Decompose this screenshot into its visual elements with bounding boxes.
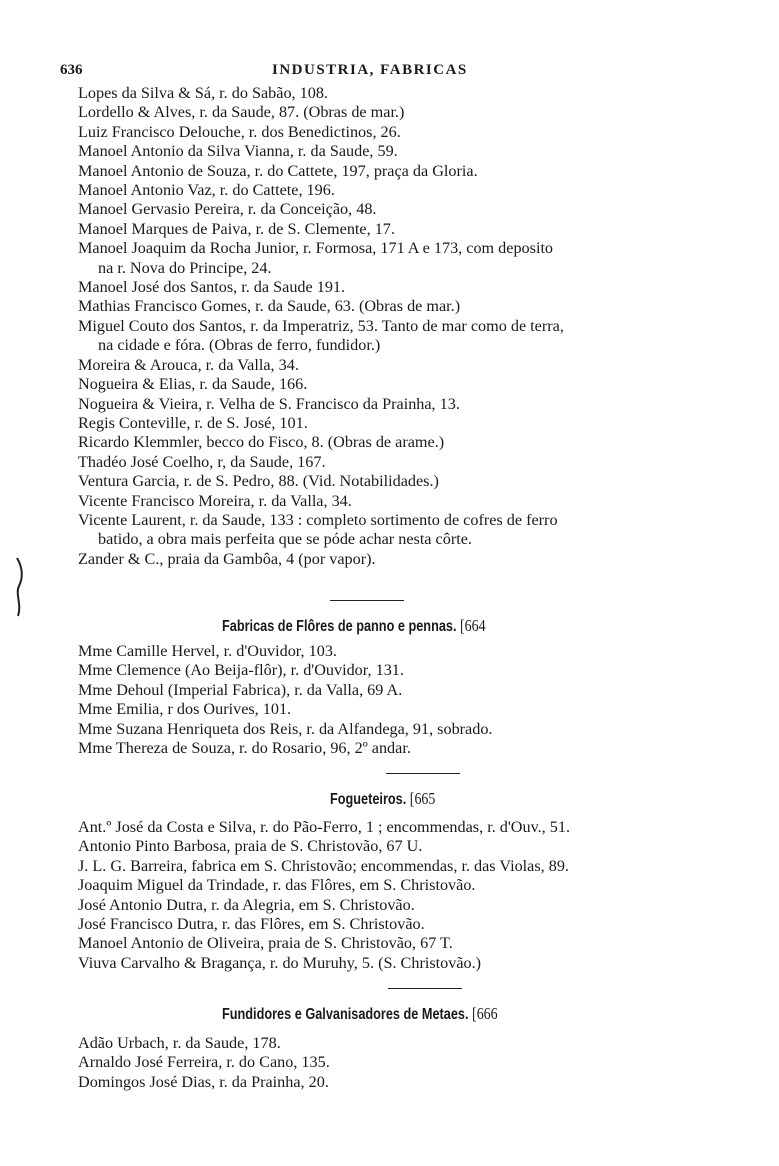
list-item: Manoel Marques de Paiva, r. de S. Clemente, 17. [78,219,395,238]
list-item: Ricardo Klemmler, becco do Fisco, 8. (Obras de arame.) [78,433,445,452]
list-item: Manoel Antonio Vaz, r. do Cattete, 196. [78,181,335,200]
section-heading: Fogueteiros. [665 [330,789,436,808]
page-header [60,62,540,84]
list-item: Vicente Francisco Moreira, r. da Valla, 34. [78,491,352,510]
list-item: Manoel Antonio de Oliveira, praia de S. Christovão, 67 T. [78,934,453,953]
margin-bracket-mark [14,556,26,618]
list-item: Lordello & Alves, r. da Saude, 87. (Obras de mar.) [78,103,405,122]
list-item: Manoel Antonio de Souza, r. do Cattete, 197, praça da Gloria. [78,161,478,180]
list-item: Regis Conteville, r. de S. José, 101. [78,413,308,432]
list-item: Manoel Gervasio Pereira, r. da Conceição, 48. [78,200,377,219]
list-item: Miguel Couto dos Santos, r. da Imperatriz, 53. Tanto de mar como de terra, na cidade e fóra. (Obras de ferro, fundidor.) [78,316,564,355]
list-item: Ventura Garcia, r. de S. Pedro, 88. (Vid. Notabilidades.) [78,472,439,491]
list-item: Mme Camille Hervel, r. d'Ouvidor, 103. [78,642,337,660]
list-item: José Antonio Dutra, r. da Alegria, em S. Christovão. [78,895,415,914]
list-item: Zander & C., praia da Gambôa, 4 (por vapor). [78,549,376,568]
list-item: Manoel José dos Santos, r. da Saude 191. [78,278,346,297]
entry-list-flores [78,642,738,758]
list-item: Lopes da Silva & Sá, r. do Sabão, 108. [78,84,328,102]
page-number: 636 [60,62,83,78]
list-item: Mathias Francisco Gomes, r. da Saude, 63. (Obras de mar.) [78,297,461,316]
list-item: Adão Urbach, r. da Saude, 178. [78,1034,281,1052]
list-item: Thadéo José Coelho, r, da Saude, 167. [78,452,326,471]
list-item: Joaquim Miguel da Trindade, r. das Flôres, em S. Christovão. [78,876,476,895]
list-item: Manoel Antonio da Silva Vianna, r. da Saude, 59. [78,142,398,161]
list-item: Mme Emilia, r dos Ourives, 101. [78,700,292,719]
section-heading: Fabricas de Flôres de panno e pennas. [664 [222,616,486,635]
list-item: Ant.º José da Costa e Silva, r. do Pão-Ferro, 1 ; encommendas, r. d'Ouv., 51. [78,818,570,836]
list-item: Mme Suzana Henriqueta dos Reis, r. da Alfandega, 91, sobrado. [78,719,493,738]
section-divider [388,988,462,989]
entry-list-fogueteiros [78,818,738,973]
running-head: INDUSTRIA, FABRICAS [272,62,468,78]
list-item: Mme Thereza de Souza, r. do Rosario, 96, 2º andar. [78,739,411,758]
section-heading: Fundidores e Galvanisadores de Metaes. [666 [222,1004,498,1023]
entry-list-main [78,84,728,569]
list-item: Viuva Carvalho & Bragança, r. do Muruhy, 5. (S. Christovão.) [78,953,482,972]
list-item: Domingos José Dias, r. da Prainha, 20. [78,1072,329,1091]
list-item: Moreira & Arouca, r. da Valla, 34. [78,355,299,374]
section-divider [330,600,404,601]
list-item: Luiz Francisco Delouche, r. dos Benedictinos, 26. [78,122,401,141]
list-item: Nogueira & Vieira, r. Velha de S. Francisco da Prainha, 13. [78,394,460,413]
list-item: Mme Dehoul (Imperial Fabrica), r. da Valla, 69 A. [78,680,403,699]
list-item: Manoel Joaquim da Rocha Junior, r. Formosa, 171 A e 173, com deposito na r. Nova do Principe, 24. [78,239,554,277]
list-item: Arnaldo José Ferreira, r. do Cano, 135. [78,1053,330,1072]
list-item: Antonio Pinto Barbosa, praia de S. Christovão, 67 U. [78,837,423,856]
list-item: José Francisco Dutra, r. das Flôres, em S. Christovão. [78,915,425,934]
entry-list-fundidores [78,1034,738,1092]
list-item: Mme Clemence (Ao Beija-flôr), r. d'Ouvidor, 131. [78,661,404,680]
list-item: J. L. G. Barreira, fabrica em S. Christovão; encommendas, r. das Violas, 89. [78,856,569,875]
section-divider [386,773,460,774]
list-item: Vicente Laurent, r. da Saude, 133 : completo sortimento de cofres de ferro batido, a obra mais perfeita que se póde achar nesta côrte. [78,510,558,549]
list-item: Nogueira & Elias, r. da Saude, 166. [78,375,308,394]
